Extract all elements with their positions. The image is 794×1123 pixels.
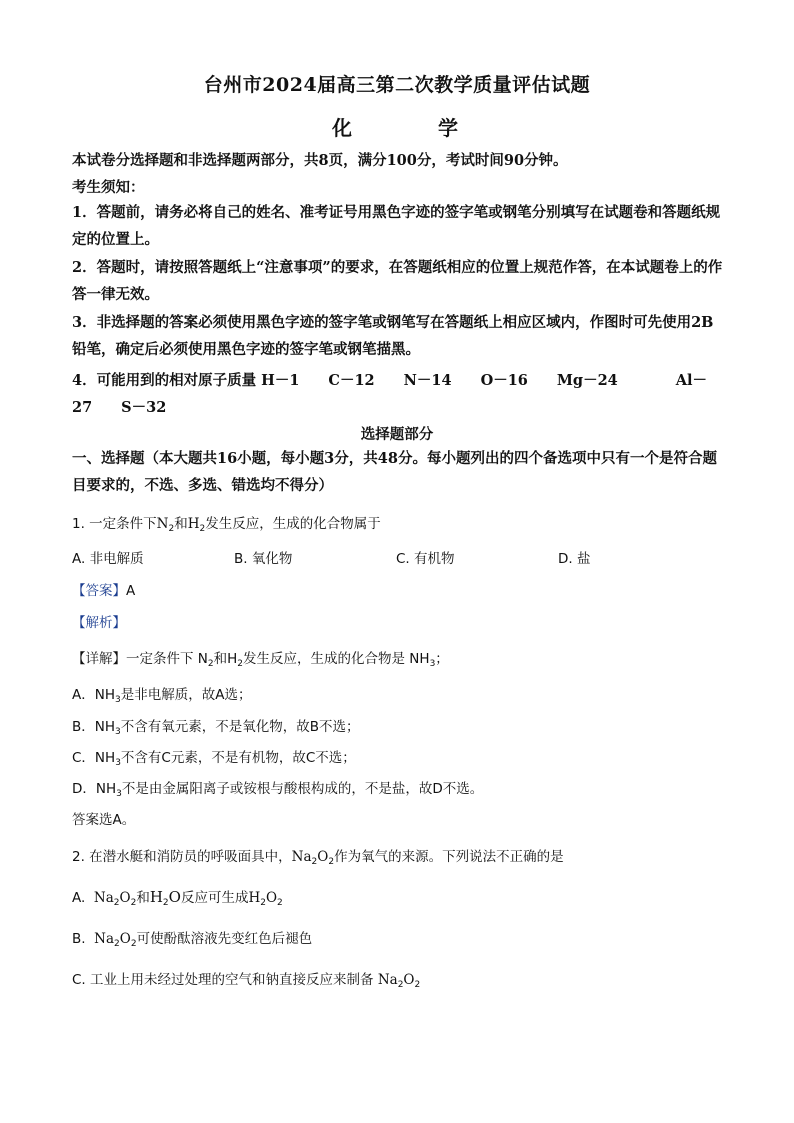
detail-tag: 【详解】 bbox=[72, 651, 126, 667]
q1-option-a: A. 非电解质 bbox=[72, 551, 144, 567]
q1-analysis-b: B．$NH_3$不含有氧元素，不是氧化物，故B不选； bbox=[72, 719, 360, 737]
answer-tag: 【答案】 bbox=[72, 583, 126, 599]
q1-analysis-d: D．$NH_3$不是由金属阳离子或铵根与酸根构成的，不是盐，故D不选。 bbox=[72, 781, 484, 799]
q1-analysis-c: C．$NH_3$不含有C元素，不是有机物，故C不选； bbox=[72, 750, 356, 768]
subject-char-1: 化 bbox=[332, 116, 352, 140]
exam-title: 台州市2024届高三第二次教学质量评估试题 bbox=[203, 74, 591, 96]
q1-option-c: C. 有机物 bbox=[396, 551, 455, 567]
notice-2: 2．答题时，请按照答题纸上“注意事项”的要求，在答题纸相应的位置上规范作答，在本试题卷上的作答一律无效。 bbox=[72, 259, 723, 303]
part1-header: 一、选择题（本大题共16小题，每小题3分，共48分。每小题列出的四个备选项中只有一个是符合题目要求的，不选、多选、错选均不得分） bbox=[72, 450, 717, 494]
q2-option-c: C. 工业上用未经过处理的空气和钠直接反应来制备 $Na_2O_2$ bbox=[72, 972, 421, 990]
notice-1: 1．答题前，请务必将自己的姓名、准考证号用黑色字迹的签字笔或钢笔分别填写在试题卷和答题纸规定的位置上。 bbox=[72, 204, 721, 248]
q2-option-a: A. $Na_2O_2$和$H_2O$反应可生成$H_2O_2$ bbox=[72, 888, 283, 908]
q1-detail: 【详解】一定条件下 $N_2$和$H_2$发生反应，生成的化合物是 $NH_3$； bbox=[72, 651, 449, 669]
analysis-tag: 【解析】 bbox=[72, 615, 126, 631]
q1-conclusion: 答案选A。 bbox=[72, 812, 136, 828]
question-1-stem: 1. 一定条件下$N_2$和$H_2$发生反应，生成的化合物属于 bbox=[72, 516, 381, 534]
section-title: 选择题部分 bbox=[360, 426, 434, 443]
subject-char-2: 学 bbox=[438, 116, 458, 140]
q1-option-b: B. 氧化物 bbox=[234, 551, 293, 567]
q1-option-d: D. 盐 bbox=[558, 551, 591, 567]
question-2-stem: 2. 在潜水艇和消防员的呼吸面具中，$Na_2O_2$作为氧气的来源。下列说法不正确的是 bbox=[72, 849, 564, 867]
q1-answer: 【答案】A bbox=[72, 583, 136, 599]
notice-4-line2: 27 S－32 bbox=[72, 399, 167, 416]
exam-intro: 本试卷分选择题和非选择题两部分，共8页，满分100分，考试时间90分钟。 bbox=[72, 152, 568, 169]
notice-4-line1: 4．可能用到的相对原子质量 H－1 C－12 N－14 O－16 Mg－24 Al－ bbox=[72, 372, 708, 389]
notice-3: 3．非选择题的答案必须使用黑色字迹的签字笔或钢笔写在答题纸上相应区域内，作图时可先使用2B铅笔，确定后必须使用黑色字迹的签字笔或钢笔描黑。 bbox=[72, 314, 714, 358]
q2-option-b: B. $Na_2O_2$可使酚酞溶液先变红色后褪色 bbox=[72, 931, 313, 949]
q1-analysis-a: A．$NH_3$是非电解质，故A选； bbox=[72, 687, 252, 705]
notice-title: 考生须知： bbox=[72, 179, 145, 196]
